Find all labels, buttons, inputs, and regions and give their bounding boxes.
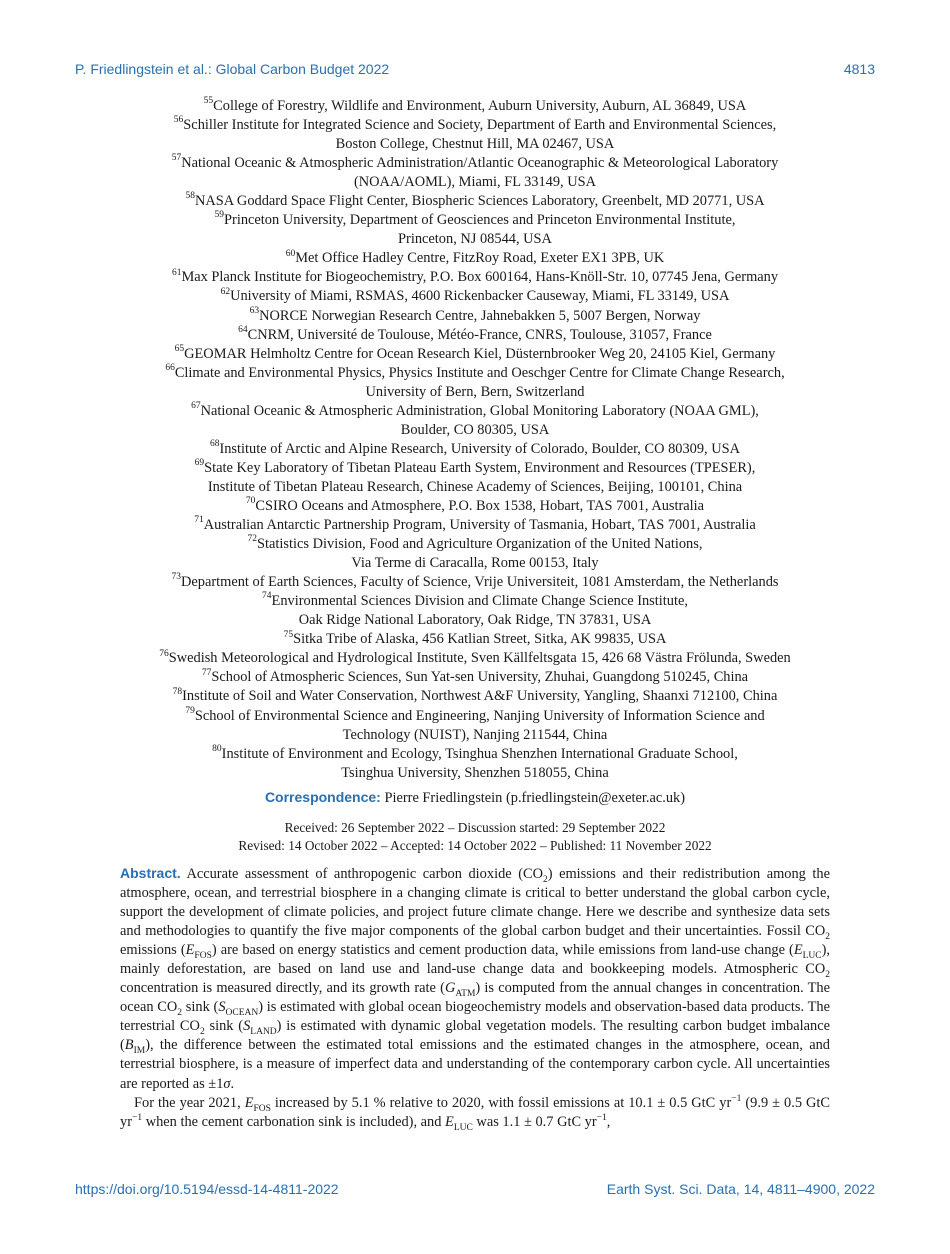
affiliation-line — [100, 249, 850, 268]
affiliation-text: GEOMAR Helmholtz Centre for Ocean Research Kiel, Düsternbrooker Weg 20, 24105 Kiel, Germany — [184, 345, 776, 362]
affiliation-number: 58 — [185, 191, 195, 202]
abstract-text-segment: ATM — [455, 989, 476, 1000]
abstract-paragraph-1 — [120, 864, 830, 1094]
abstract-text-segment: when the cement carbonation sink is included), and — [142, 1113, 446, 1130]
affiliation-number: 66 — [165, 362, 175, 373]
affiliation-text: Environmental Sciences Division and Climate Change Science Institute, — [271, 593, 688, 610]
correspondence — [100, 788, 850, 808]
affiliation-text: Statistics Division, Food and Agriculture Organization of the United Nations, — [257, 536, 703, 553]
abstract-text-segment: LUC — [802, 951, 822, 962]
abstract-text-segment: increased by 5.1 % relative to 2020, with fossil emissions at 10.1 ± 0.5 GtC yr — [270, 1094, 732, 1111]
affiliation-line — [100, 478, 850, 497]
affiliation-line — [100, 668, 850, 687]
affiliation-text: Tsinghua University, Shenzhen 518055, China — [341, 764, 609, 781]
affiliation-line — [100, 459, 850, 478]
abstract — [120, 864, 830, 1132]
abstract-text-segment: 2 — [825, 932, 830, 943]
affiliation-line — [100, 192, 850, 211]
page-number: 4813 — [843, 61, 875, 77]
affiliation-text: Climate and Environmental Physics, Physics Institute and Oeschger Centre for Climate Change Research, — [174, 364, 785, 381]
running-title: P. Friedlingstein et al.: Global Carbon Budget 2022 — [75, 61, 390, 77]
abstract-text-segment: . — [230, 1075, 235, 1092]
abstract-text-segment: 2 — [177, 1008, 183, 1019]
abstract-text-segment: 2 — [825, 970, 830, 981]
affiliation-text: CSIRO Oceans and Atmosphere, P.O. Box 1538, Hobart, TAS 7001, Australia — [255, 497, 705, 514]
affiliation-number: 72 — [247, 534, 258, 545]
abstract-text-segment: ) is estimated with dynamic global vegetation models. The resulting carbon budget imbalance ( — [120, 1018, 830, 1054]
abstract-text-segment: G — [444, 980, 456, 997]
affiliation-text: CNRM, Université de Toulouse, Météo-France, CNRS, Toulouse, 31057, France — [247, 326, 712, 343]
abstract-text-segment: ) are based on energy statistics and cement production data, while emissions from land-use change ( — [211, 942, 794, 959]
affiliation-number: 71 — [194, 515, 204, 526]
affiliation-line — [100, 211, 850, 230]
affiliation-line — [100, 154, 850, 173]
affiliation-number: 59 — [214, 210, 225, 221]
abstract-text-segment: concentration is measured directly, and its growth rate ( — [120, 980, 445, 997]
affiliation-line — [100, 364, 850, 383]
affiliation-text: Technology (NUIST), Nanjing 211544, China — [342, 726, 608, 743]
affiliation-line — [100, 687, 850, 706]
affiliation-text: Met Office Hadley Centre, FitzRoy Road, Exeter EX1 3PB, UK — [295, 250, 665, 267]
abstract-text-segment: E — [185, 942, 195, 959]
abstract-text-segment: S — [218, 999, 226, 1016]
affiliation-line — [100, 421, 850, 440]
affiliation-text: Sitka Tribe of Alaska, 456 Katlian Street, Sitka, AK 99835, USA — [293, 631, 667, 648]
affiliation-number: 57 — [171, 153, 182, 164]
abstract-text-segment: Accurate assessment of anthropogenic carbon dioxide (CO — [186, 866, 543, 882]
affiliation-line — [100, 516, 850, 535]
abstract-text-segment: OCEAN — [225, 1008, 259, 1019]
affiliation-text: School of Atmospheric Sciences, Sun Yat-sen University, Zhuhai, Guangdong 510245, China — [211, 669, 749, 686]
abstract-text-segment: E — [793, 942, 803, 959]
abstract-text-segment: 2 — [199, 1027, 205, 1038]
doi-link[interactable]: https://doi.org/10.5194/essd-14-4811-2022 — [75, 1181, 339, 1197]
abstract-text-segment: ), mainly deforestation, are based on land use and land-use change data and bookkeeping models. Atmospheric CO — [120, 942, 830, 978]
affiliation-line — [100, 611, 850, 630]
affiliation-number: 55 — [203, 96, 214, 107]
abstract-text-segment: , — [606, 1113, 611, 1130]
affiliation-text: National Oceanic & Atmospheric Administration/Atlantic Oceanographic & Meteorological Laboratory — [181, 155, 779, 172]
affiliation-text: Boston College, Chestnut Hill, MA 02467, USA — [335, 136, 615, 153]
affiliation-line — [100, 268, 850, 287]
affiliation-text: NORCE Norwegian Research Centre, Jahnebakken 5, 5007 Bergen, Norway — [259, 307, 701, 324]
affiliation-line — [100, 440, 850, 459]
affiliation-line — [100, 326, 850, 345]
abstract-text-segment: (9.9 ± 0.5 GtC yr — [120, 1094, 830, 1130]
abstract-text-segment: sink ( — [204, 1018, 244, 1035]
affiliation-line — [100, 230, 850, 249]
affiliation-text: Via Terme di Caracalla, Rome 00153, Italy — [351, 555, 599, 572]
affiliation-text: Princeton University, Department of Geosciences and Princeton Environmental Institute, — [224, 212, 736, 229]
abstract-text-segment: LUC — [453, 1122, 473, 1133]
affiliation-line — [100, 97, 850, 116]
affiliation-line — [100, 383, 850, 402]
affiliation-line — [100, 287, 850, 306]
affiliation-line — [100, 649, 850, 668]
affiliation-line — [100, 116, 850, 135]
abstract-text-segment: FOS — [194, 951, 212, 962]
affiliation-line — [100, 554, 850, 573]
affiliation-line — [100, 745, 850, 764]
affiliation-number: 60 — [285, 248, 296, 259]
affiliation-text: Oak Ridge National Laboratory, Oak Ridge, TN 37831, USA — [298, 612, 652, 629]
affiliation-text: (NOAA/AOML), Miami, FL 33149, USA — [353, 174, 597, 191]
affiliation-number: 69 — [194, 458, 205, 469]
page-footer — [75, 1181, 875, 1199]
affiliation-text: NASA Goddard Space Flight Center, Biospheric Sciences Laboratory, Greenbelt, MD 20771, USA — [194, 193, 765, 210]
affiliation-number: 74 — [262, 591, 272, 602]
abstract-text-segment: −1 — [731, 1093, 742, 1104]
abstract-text-segment: emissions ( — [120, 942, 186, 959]
affiliation-text: University of Miami, RSMAS, 4600 Rickenbacker Causeway, Miami, FL 33149, USA — [230, 288, 730, 305]
affiliation-line — [100, 573, 850, 592]
affiliation-line — [100, 497, 850, 516]
abstract-text-segment: E — [244, 1094, 254, 1111]
affiliation-text: Institute of Environment and Ecology, Tsinghua Shenzhen International Graduate School, — [221, 745, 738, 762]
affiliation-text: Institute of Tibetan Plateau Research, Chinese Academy of Sciences, Beijing, 100101, China — [207, 478, 743, 495]
abstract-text-segment: σ — [223, 1075, 231, 1092]
affiliation-number: 62 — [220, 286, 231, 297]
dates-line-received: Received: 26 September 2022 – Discussion started: 29 September 2022 — [284, 820, 666, 835]
abstract-label: Abstract. — [120, 865, 181, 881]
affiliation-text: University of Bern, Bern, Switzerland — [365, 383, 585, 400]
abstract-text-segment: IM — [133, 1046, 146, 1057]
affiliation-number: 63 — [249, 305, 260, 316]
running-header — [75, 61, 875, 79]
abstract-text-segment: ) is computed from the annual changes in concentration. The ocean CO — [120, 980, 831, 1016]
affiliation-line — [100, 402, 850, 421]
affiliation-line — [100, 307, 850, 326]
affiliation-number: 56 — [173, 115, 184, 126]
affiliation-line — [100, 726, 850, 745]
affiliation-number: 67 — [191, 400, 201, 411]
affiliation-line — [100, 173, 850, 192]
affiliation-text: Max Planck Institute for Biogeochemistry, P.O. Box 600164, Hans-Knöll-Str. 10, 07745 Jena, Germany — [181, 269, 779, 286]
affiliation-number: 64 — [238, 324, 248, 335]
affiliation-text: National Oceanic & Atmospheric Administration, Global Monitoring Laboratory (NOAA GML), — [200, 402, 759, 419]
affiliation-line — [100, 707, 850, 726]
affiliation-line — [100, 345, 850, 364]
affiliations-list — [100, 97, 850, 783]
abstract-text-segment: ) is estimated with global ocean biogeochemistry models and observation-based data products. The terrestrial CO — [120, 999, 830, 1035]
abstract-text-segment: FOS — [253, 1103, 271, 1114]
abstract-text-segment: was 1.1 ± 0.7 GtC yr — [472, 1113, 597, 1130]
correspondence-text: Pierre Friedlingstein (p.friedlingstein@exeter.ac.uk) — [384, 790, 686, 806]
abstract-paragraph-2 — [120, 1094, 830, 1132]
affiliation-text: Boulder, CO 80305, USA — [400, 421, 550, 438]
affiliation-text: Institute of Soil and Water Conservation, Northwest A&F University, Yangling, Shaanxi 712100, China — [182, 688, 778, 705]
abstract-text-segment: ), the difference between the estimated total emissions and the estimated changes in the atmosphere, ocean, and terrestrial biosphere, is a measure of imperfect data and understanding of the contemporary carbon cycle. All uncertainties are reported as ±1 — [120, 1037, 830, 1092]
dates-line-published: Revised: 14 October 2022 – Accepted: 14 October 2022 – Published: 11 November 2022 — [238, 838, 712, 853]
affiliation-text: School of Environmental Science and Engineering, Nanjing University of Information Science and — [194, 707, 765, 724]
affiliation-number: 70 — [245, 496, 256, 507]
publication-dates — [100, 819, 850, 855]
affiliation-text: Schiller Institute for Integrated Science and Society, Department of Earth and Environmental Sciences, — [183, 117, 777, 134]
abstract-text-segment: E — [445, 1113, 454, 1130]
abstract-text-segment: −1 — [132, 1112, 143, 1123]
affiliation-line — [100, 764, 850, 783]
correspondence-label: Correspondence: — [264, 789, 381, 805]
abstract-text-segment: LAND — [250, 1027, 277, 1038]
affiliation-text: Department of Earth Sciences, Faculty of Science, Vrije Universiteit, 1081 Amsterdam, the Netherlands — [180, 574, 779, 591]
affiliation-number: 65 — [174, 343, 185, 354]
abstract-text-segment: B — [124, 1037, 134, 1054]
abstract-text-segment: ) emissions and their redistribution among the atmosphere, ocean, and terrestrial biosphere in a changing climate is critical to better understand the global carbon cycle, support the development of climate policies, and project future climate change. Here we describe and synthesize data sets and methodologies to quantify the five major components of the global carbon budget and their uncertainties. Fossil CO — [120, 866, 830, 940]
abstract-text-segment: For the year 2021, — [134, 1094, 245, 1111]
affiliation-text: State Key Laboratory of Tibetan Plateau Earth System, Environment and Resources (TPESER), — [204, 459, 756, 476]
journal-citation: Earth Syst. Sci. Data, 14, 4811–4900, 2022 — [606, 1181, 875, 1197]
affiliation-line — [100, 535, 850, 554]
affiliation-number: 80 — [212, 743, 222, 754]
abstract-text-segment: sink ( — [182, 999, 219, 1016]
abstract-text-segment: 2 — [542, 874, 548, 885]
affiliation-text: College of Forestry, Wildlife and Environment, Auburn University, Auburn, AL 36849, USA — [213, 98, 747, 114]
affiliation-line — [100, 135, 850, 154]
affiliation-text: Australian Antarctic Partnership Program, University of Tasmania, Hobart, TAS 7001, Australia — [203, 517, 756, 534]
affiliation-number: 79 — [185, 705, 195, 716]
abstract-text-segment: −1 — [596, 1112, 607, 1123]
affiliation-line — [100, 592, 850, 611]
affiliation-number: 73 — [171, 572, 181, 583]
affiliation-number: 75 — [283, 629, 294, 640]
affiliation-number: 76 — [159, 648, 169, 659]
affiliation-text: Swedish Meteorological and Hydrological Institute, Sven Källfeltsgata 15, 426 68 Västra Frölunda, Sweden — [168, 650, 791, 667]
affiliation-text: Institute of Arctic and Alpine Research, University of Colorado, Boulder, CO 80309, USA — [219, 440, 741, 457]
affiliation-line — [100, 630, 850, 649]
affiliation-number: 78 — [172, 686, 183, 697]
affiliation-number: 68 — [209, 439, 220, 450]
abstract-text-segment: S — [243, 1018, 251, 1035]
affiliation-number: 61 — [171, 267, 182, 278]
affiliation-number: 77 — [201, 667, 212, 678]
affiliation-text: Princeton, NJ 08544, USA — [398, 231, 552, 248]
